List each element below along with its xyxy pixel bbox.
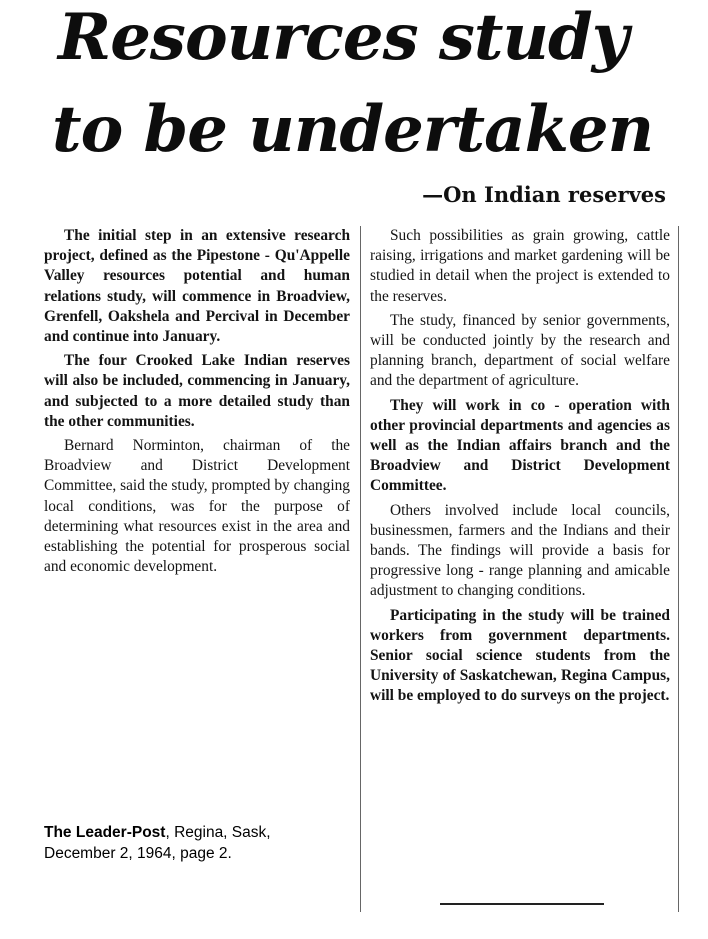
column-divider-right <box>678 226 679 912</box>
paragraph: The four Crooked Lake Indian reserves will also be included, commencing in January, and subjected to a more detailed study than the other communities. <box>44 352 350 430</box>
subheadline: —On Indian reserves <box>422 182 666 207</box>
article-column-right <box>370 226 670 711</box>
paragraph: Others involved include local councils, businessmen, farmers and the Indians and their bands. The findings will provide a basis for progressive long - range planning and amicable adjustment to changing conditions. <box>370 501 670 600</box>
paragraph: Bernard Norminton, chairman of the Broadview and District Development Committee, said the study, prompted by changing local conditions, was for the purpose of determining what resources exist in the area and establishing the potential for prosperous social and economic development. <box>44 437 350 576</box>
article-column-left <box>44 226 350 581</box>
paragraph: The initial step in an extensive research project, defined as the Pipestone - Qu'Appelle Valley resources potential and human relations study, will commence in Broadview, Grenfell, Oakshela and Percival in December and continue into January. <box>44 227 350 346</box>
headline-line-2: to be undertaken <box>52 92 654 167</box>
publication-location: , Regina, Sask, <box>165 824 271 841</box>
paragraph: Participating in the study will be trained workers from government departments. Senior social science students from the University of Saskatchewan, Regina Campus, will be employed to do surveys on the project. <box>370 606 670 705</box>
publication-name: The Leader-Post <box>44 824 166 841</box>
paragraph: Such possibilities as grain growing, cattle raising, irrigations and market gardening will be studied in detail when the project is extended to the reserves. <box>370 227 670 305</box>
caption-line-1 <box>44 822 271 843</box>
source-caption <box>44 822 271 864</box>
paragraph: The study, financed by senior governments, will be conducted jointly by the research and planning branch, department of social welfare and the department of agriculture. <box>370 311 670 390</box>
article-end-rule <box>440 903 604 905</box>
paragraph: They will work in co - operation with other provincial departments and agencies as well as the Indian affairs branch and the Broadview and District Development Committee. <box>370 396 670 495</box>
caption-date-page: December 2, 1964, page 2. <box>44 845 232 862</box>
headline-line-1: Resources study <box>58 0 628 75</box>
column-divider <box>360 226 361 912</box>
